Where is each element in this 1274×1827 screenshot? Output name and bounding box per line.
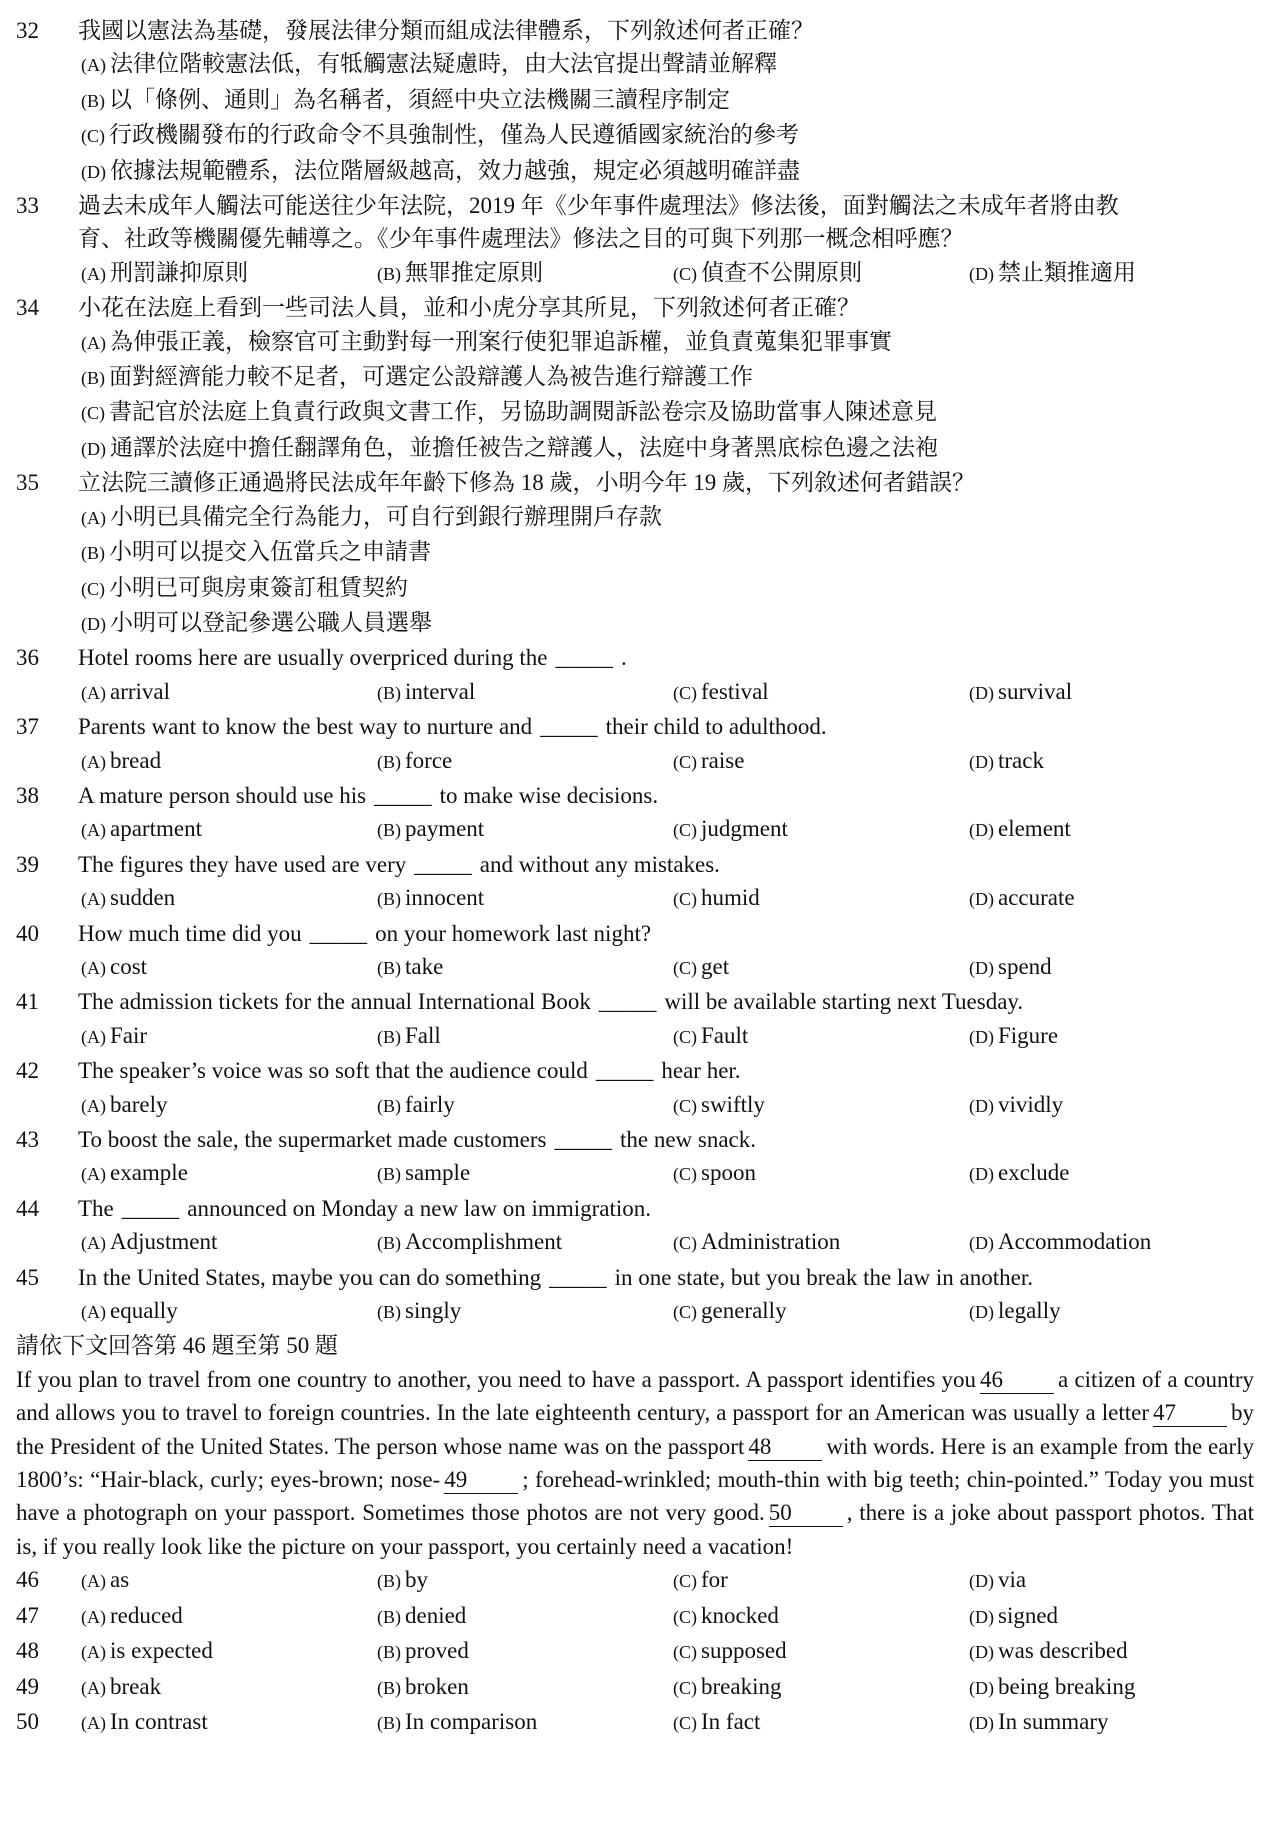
question-number: 36 [16, 645, 39, 671]
option-d[interactable]: (D) signed [969, 1602, 1059, 1628]
blank-49: 49 [444, 1467, 518, 1494]
question-number: 35 [16, 470, 39, 496]
option-c[interactable]: (C) raise [673, 747, 745, 773]
question-stem: How much time did you _____ on your homework last night? [78, 920, 652, 946]
option-a[interactable]: (A) reduced [81, 1602, 183, 1628]
answer-row-48 [16, 1634, 1258, 1669]
answer-blank: _____ [374, 782, 432, 808]
cloze-passage: If you plan to travel from one country to another, you need to have a passport. A passport identifies you 46 a citizen of a country and allows you to travel to foreign countries. In the late eighteenth century, a passport for an American was usually a letter 47 by the President of the United States. The person whose name was on the passport 48 with words. Here is an example from the early 1800’s: “Hair-black, curly; eyes-brown; nose- 49 ; forehead-wrinkled; mouth-thin with big teeth; chin-pointed.” Today you must have a photograph on your passport. Sometimes those photos are not very good. 50 , there is a joke about passport photos. That is, if you really look like the picture on your passport, you certainly need a vacation! [16, 1366, 1254, 1559]
option-c[interactable]: (C) get [673, 953, 730, 979]
option-b[interactable]: (B) sample [377, 1160, 471, 1186]
question-number: 33 [16, 193, 39, 219]
option-a[interactable]: (A) arrival [81, 678, 171, 704]
option-row [78, 950, 1258, 985]
question-37 [16, 710, 1258, 779]
question-number: 43 [16, 1127, 39, 1152]
option-c[interactable]: (C) festival [673, 678, 769, 704]
question-stem: To boost the sale, the supermarket made customers _____ the new snack. [78, 1127, 757, 1152]
question-38 [16, 779, 1258, 848]
question-43 [16, 1123, 1258, 1192]
answer-blank: _____ [595, 1058, 654, 1084]
option-a[interactable]: (A) 小明已具備完全行為能力，可自行到銀行辦理開戶存款 [81, 503, 662, 529]
question-stem: The _____ announced on Monday a new law on immigration. [78, 1195, 651, 1221]
question-stem: Hotel rooms here are usually overpriced during the _____ . [78, 645, 627, 671]
option-row [78, 1225, 1258, 1260]
question-39 [16, 848, 1258, 917]
question-stem: 小花在法庭上看到一些司法人員，並和小虎分享其所見，下列敘述何者正確？ [78, 295, 860, 321]
question-33 [16, 189, 1258, 291]
answer-row-49 [16, 1670, 1258, 1705]
question-number: 42 [16, 1058, 39, 1084]
option-d[interactable]: (D) 禁止類推適用 [969, 259, 1136, 285]
question-number: 39 [16, 851, 39, 877]
option-a[interactable]: (A) apartment [81, 816, 202, 842]
option-b[interactable]: (B) fairly [377, 1091, 455, 1117]
answer-blank: _____ [554, 1127, 612, 1152]
option-b[interactable]: (B) take [377, 953, 444, 979]
question-stem: 我國以憲法為基礎，發展法律分類而組成法律體系，下列敘述何者正確？ [78, 18, 814, 43]
option-a[interactable]: (A) as [81, 1567, 130, 1593]
option-b[interactable]: (B) 面對經濟能力較不足者，可選定公設辯護人為被告進行辯護工作 [81, 364, 753, 390]
option-b[interactable]: (B) singly [377, 1298, 462, 1324]
option-b[interactable]: (B) innocent [377, 885, 485, 911]
question-number: 32 [16, 18, 39, 43]
question-32 [16, 14, 1258, 189]
cloze-answers [16, 1563, 1258, 1740]
option-d[interactable]: (D) track [969, 747, 1044, 773]
question-stem-line1: 過去未成年人觸法可能送往少年法院，2019 年《少年事件處理法》修法後，面對觸法之未成年者將由教 [78, 193, 1119, 219]
option-b[interactable]: (B) force [377, 747, 453, 773]
question-36 [16, 641, 1258, 710]
option-d[interactable]: (D) 依據法規範體系，法位階層級越高，效力越強，規定必須越明確詳盡 [81, 157, 800, 183]
option-b[interactable]: (B) denied [377, 1602, 467, 1628]
option-b[interactable]: (B) 無罪推定原則 [377, 259, 543, 285]
question-stem-line2: 育、社政等機關優先輔導之。《少年事件處理法》修法之目的可與下列那一概念相呼應？ [78, 226, 964, 252]
option-c[interactable]: (C) 書記官於法庭上負責行政與文書工作，另協助調閱訴訟卷宗及協助當事人陳述意見 [81, 399, 937, 425]
option-b[interactable]: (B) interval [377, 678, 476, 704]
question-stem: The figures they have used are very _____ and without any mistakes. [78, 851, 720, 877]
option-b[interactable]: (B) Fall [377, 1022, 441, 1048]
question-stem: Parents want to know the best way to nurture and _____ their child to adulthood. [78, 714, 827, 740]
option-c[interactable]: (C) swiftly [673, 1091, 765, 1117]
cloze-title: 請依下文回答第 46 題至第 50 題 [16, 1333, 338, 1359]
option-row [78, 1156, 1258, 1191]
option-d[interactable]: (D) 通譯於法庭中擔任翻譯角色，並擔任被告之辯護人，法庭中身著黑底棕色邊之法袍 [81, 434, 938, 460]
option-b[interactable]: (B) broken [377, 1673, 469, 1699]
option-a[interactable]: (A) equally [81, 1298, 178, 1324]
option-c[interactable]: (C) Fault [673, 1022, 749, 1048]
answer-row-47 [16, 1599, 1258, 1634]
option-c[interactable]: (C) spoon [673, 1160, 756, 1186]
option-c[interactable]: (C) judgment [673, 816, 788, 842]
option-a[interactable]: (A) example [81, 1160, 188, 1186]
option-b[interactable]: (B) In comparison [377, 1708, 538, 1734]
answer-blank: _____ [540, 714, 598, 740]
answer-row-46 [16, 1563, 1258, 1598]
option-c[interactable]: (C) generally [673, 1298, 787, 1324]
option-d[interactable]: (D) being breaking [969, 1673, 1136, 1699]
question-number: 40 [16, 920, 39, 946]
blank-47: 47 [1153, 1400, 1227, 1427]
option-c[interactable]: (C) humid [673, 885, 760, 911]
answer-blank: _____ [414, 851, 472, 877]
option-a[interactable]: (A) cost [81, 953, 148, 979]
option-c[interactable]: (C) for [673, 1567, 728, 1593]
option-b[interactable]: (B) proved [377, 1638, 469, 1664]
question-34 [16, 291, 1258, 466]
question-number: 50 [16, 1708, 39, 1734]
option-row [78, 1019, 1258, 1054]
option-a[interactable]: (A) barely [81, 1091, 168, 1117]
answer-blank: _____ [121, 1195, 180, 1221]
option-d[interactable]: (D) 小明可以登記參選公職人員選舉 [81, 609, 432, 635]
question-number: 44 [16, 1195, 39, 1221]
question-number: 41 [16, 989, 39, 1015]
option-a[interactable]: (A) In contrast [81, 1708, 208, 1734]
question-40 [16, 917, 1258, 986]
option-row [78, 812, 1258, 847]
question-stem: 立法院三讀修正通過將民法成年年齡下修為 18 歲，小明今年 19 歲，下列敘述何者錯誤？ [78, 470, 975, 496]
option-b[interactable]: (B) Accomplishment [377, 1229, 563, 1255]
option-a[interactable]: (A) 法律位階較憲法低，有牴觸憲法疑慮時，由大法官提出聲請並解釋 [81, 51, 777, 77]
question-42 [16, 1054, 1258, 1123]
answer-blank: _____ [309, 920, 368, 946]
question-number: 46 [16, 1567, 39, 1593]
option-d[interactable]: (D) Accommodation [969, 1229, 1152, 1255]
answer-blank: _____ [549, 1264, 607, 1290]
option-a[interactable]: (A) 刑罰謙抑原則 [81, 259, 248, 285]
answer-row-50 [16, 1705, 1258, 1740]
option-row [78, 1088, 1258, 1123]
option-c[interactable]: (C) knocked [673, 1602, 779, 1628]
question-number: 49 [16, 1673, 39, 1699]
option-b[interactable]: (B) 小明可以提交入伍當兵之申請書 [81, 539, 431, 565]
question-stem: The admission tickets for the annual International Book _____ will be available starting next Tuesday. [78, 989, 1024, 1015]
option-d[interactable]: (D) vividly [969, 1091, 1064, 1117]
option-d[interactable]: (D) legally [969, 1298, 1061, 1324]
answer-blank: _____ [555, 645, 613, 671]
option-a[interactable]: (A) 為伸張正義，檢察官可主動對每一刑案行使犯罪追訴權，並負責蒐集犯罪事實 [81, 328, 892, 354]
option-a[interactable]: (A) Adjustment [81, 1229, 218, 1255]
option-d[interactable]: (D) via [969, 1567, 1027, 1593]
blank-46: 46 [980, 1367, 1054, 1394]
question-number: 34 [16, 295, 39, 321]
option-d[interactable]: (D) accurate [969, 885, 1075, 911]
option-row [78, 881, 1258, 916]
option-row [78, 675, 1258, 710]
option-c[interactable]: (C) 小明已可與房東簽訂租賃契約 [81, 574, 408, 600]
option-b[interactable]: (B) 以「條例、通則」為名稱者，須經中央立法機關三讀程序制定 [81, 86, 730, 112]
option-b[interactable]: (B) payment [377, 816, 485, 842]
question-44 [16, 1192, 1258, 1261]
blank-50: 50 [769, 1500, 843, 1527]
question-number: 48 [16, 1638, 39, 1664]
option-c[interactable]: (C) Administration [673, 1229, 841, 1255]
option-c[interactable]: (C) breaking [673, 1673, 782, 1699]
question-number: 38 [16, 782, 39, 808]
option-a[interactable]: (A) break [81, 1673, 162, 1699]
option-d[interactable]: (D) element [969, 816, 1071, 842]
english-questions [16, 641, 1258, 1329]
option-row [78, 1294, 1258, 1329]
question-stem: A mature person should use his _____ to make wise decisions. [78, 782, 659, 808]
option-a[interactable]: (A) sudden [81, 885, 176, 911]
question-number: 45 [16, 1264, 39, 1290]
option-a[interactable]: (A) Fair [81, 1022, 148, 1048]
option-c[interactable]: (C) supposed [673, 1638, 787, 1664]
option-d[interactable]: (D) spend [969, 953, 1052, 979]
option-d[interactable]: (D) was described [969, 1638, 1128, 1664]
question-35 [16, 466, 1258, 641]
option-b[interactable]: (B) by [377, 1567, 428, 1593]
option-c[interactable]: (C) 偵查不公開原則 [673, 259, 862, 285]
option-c[interactable]: (C) In fact [673, 1708, 761, 1734]
option-d[interactable]: (D) In summary [969, 1708, 1109, 1734]
question-45 [16, 1261, 1258, 1330]
option-c[interactable]: (C) 行政機關發布的行政命令不具強制性，僅為人民遵循國家統治的參考 [81, 122, 799, 148]
option-row [78, 256, 1258, 291]
option-d[interactable]: (D) exclude [969, 1160, 1070, 1186]
option-d[interactable]: (D) Figure [969, 1022, 1059, 1048]
question-number: 37 [16, 714, 39, 740]
option-row [78, 744, 1258, 779]
question-number: 47 [16, 1602, 39, 1628]
option-a[interactable]: (A) is expected [81, 1638, 213, 1664]
question-41 [16, 985, 1258, 1054]
answer-blank: _____ [598, 989, 657, 1015]
option-a[interactable]: (A) bread [81, 747, 162, 773]
question-stem: The speaker’s voice was so soft that the audience could _____ hear her. [78, 1058, 741, 1084]
blank-48: 48 [748, 1434, 822, 1461]
option-d[interactable]: (D) survival [969, 678, 1073, 704]
question-stem: In the United States, maybe you can do something _____ in one state, but you break the law in another. [78, 1264, 1033, 1290]
